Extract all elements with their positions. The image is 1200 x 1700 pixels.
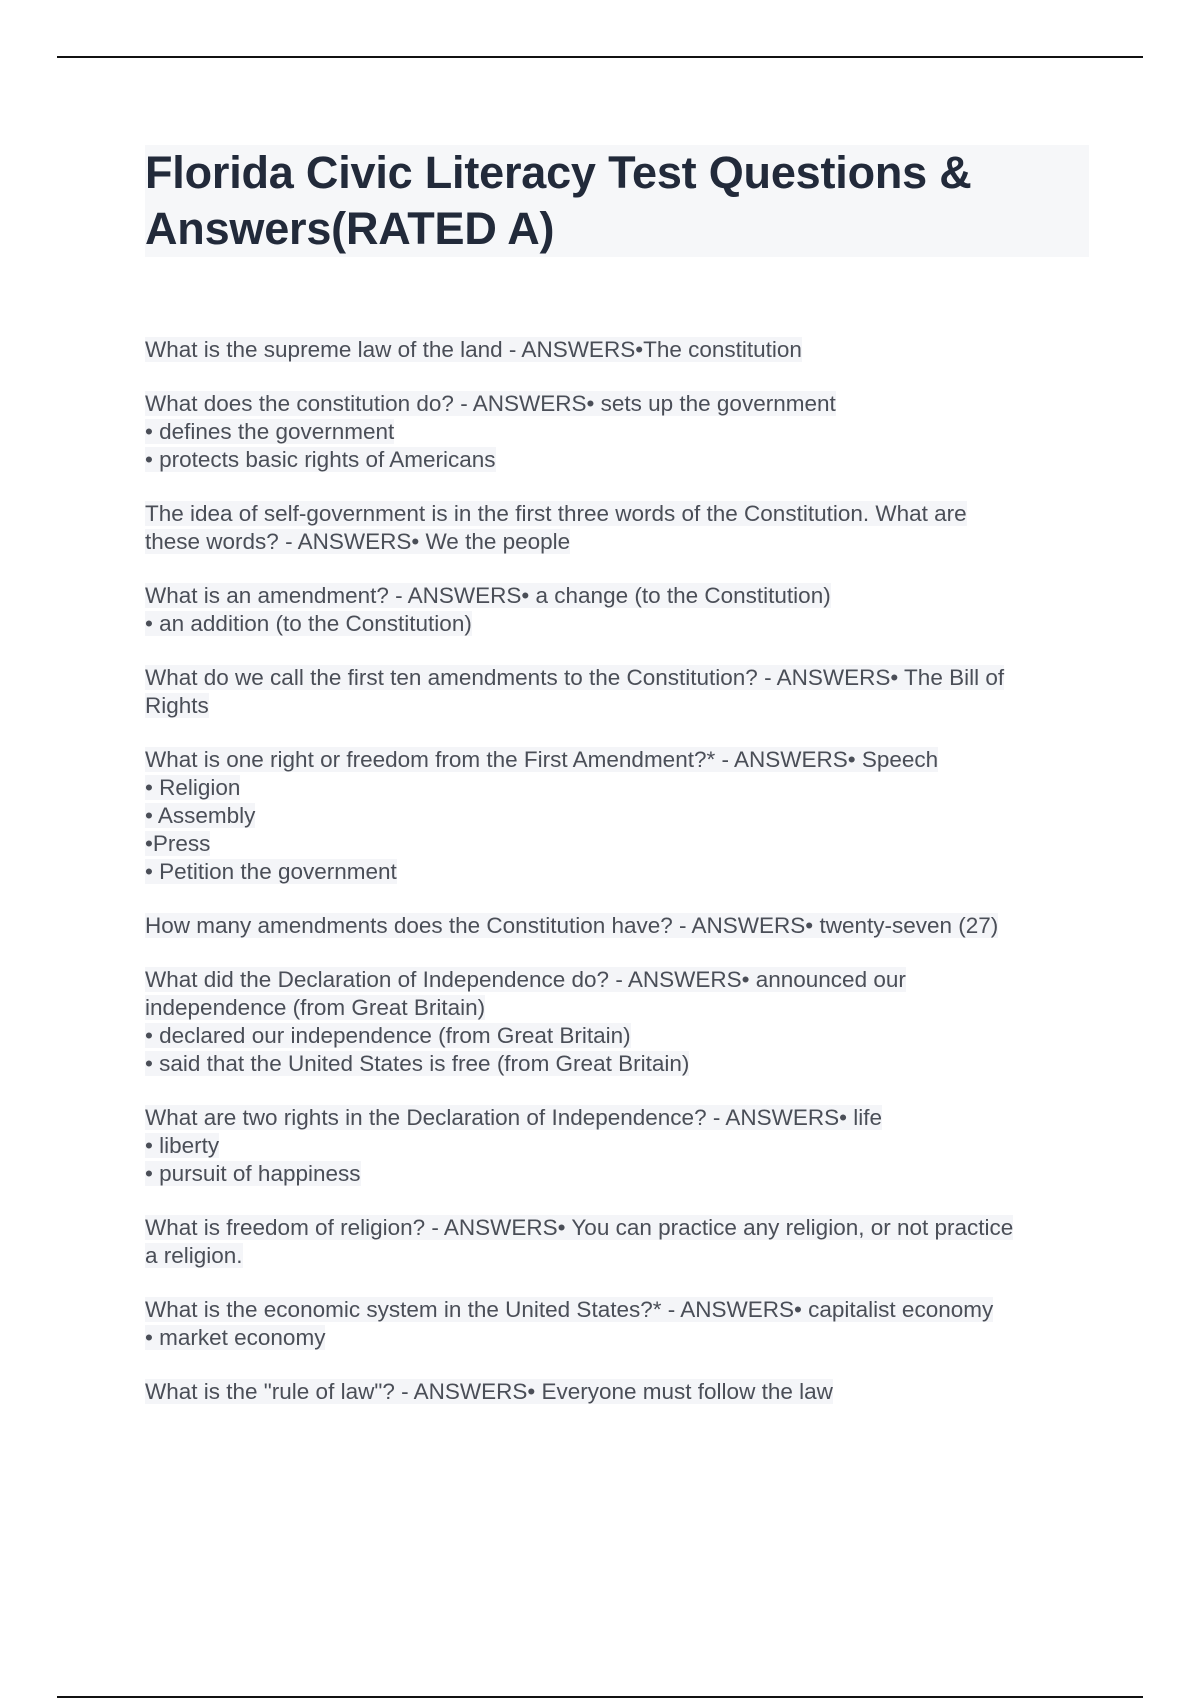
qa-line: •Press <box>145 831 211 856</box>
page-title <box>145 145 972 257</box>
qa-line: • Petition the government <box>145 859 397 884</box>
qa-line: • protects basic rights of Americans <box>145 447 496 472</box>
qa-item-first-amendment <box>145 746 1095 886</box>
qa-item-freedom-of-religion <box>145 1214 1095 1270</box>
footer-rule <box>57 1696 1143 1698</box>
qa-line: • an addition (to the Constitution) <box>145 611 472 636</box>
qa-line: What does the constitution do? - ANSWERS• sets up the government <box>145 391 836 416</box>
qa-item-self-government <box>145 500 1095 556</box>
qa-line: What is the economic system in the United States?* - ANSWERS• capitalist economy <box>145 1297 994 1322</box>
qa-item-constitution-purpose <box>145 390 1095 474</box>
qa-item-declaration-rights <box>145 1104 1095 1188</box>
qa-line: • defines the government <box>145 419 395 444</box>
qa-line: Rights <box>145 693 209 718</box>
qa-line: What is one right or freedom from the First Amendment?* - ANSWERS• Speech <box>145 747 939 772</box>
qa-line: • pursuit of happiness <box>145 1161 361 1186</box>
qa-line: a religion. <box>145 1243 243 1268</box>
qa-line: What do we call the first ten amendments to the Constitution? - ANSWERS• The Bill of <box>145 665 1005 690</box>
qa-item-bill-of-rights <box>145 664 1095 720</box>
qa-item-declaration <box>145 966 1095 1078</box>
qa-line: • market economy <box>145 1325 326 1350</box>
title-line-1: Florida Civic Literacy Test Questions & <box>145 147 972 198</box>
qa-item-amendment <box>145 582 1095 638</box>
qa-line: What is the "rule of law"? - ANSWERS• Everyone must follow the law <box>145 1379 833 1404</box>
title-line-2: Answers(RATED A) <box>145 203 555 254</box>
qa-item-supreme-law <box>145 336 1095 364</box>
qa-item-economic-system <box>145 1296 1095 1352</box>
qa-line: independence (from Great Britain) <box>145 995 486 1020</box>
qa-line: The idea of self-government is in the first three words of the Constitution. What are <box>145 501 967 526</box>
qa-item-amendment-count <box>145 912 1095 940</box>
qa-line: What is freedom of religion? - ANSWERS• You can practice any religion, or not practice <box>145 1215 1014 1240</box>
qa-line: What did the Declaration of Independence do? - ANSWERS• announced our <box>145 967 906 992</box>
qa-line: How many amendments does the Constitution have? - ANSWERS• twenty-seven (27) <box>145 913 999 938</box>
qa-list <box>145 336 1095 1432</box>
qa-line: What is an amendment? - ANSWERS• a change (to the Constitution) <box>145 583 831 608</box>
qa-line: • Assembly <box>145 803 256 828</box>
qa-line: • liberty <box>145 1133 220 1158</box>
qa-line: • declared our independence (from Great Britain) <box>145 1023 631 1048</box>
qa-line: these words? - ANSWERS• We the people <box>145 529 571 554</box>
qa-line: What are two rights in the Declaration of Independence? - ANSWERS• life <box>145 1105 882 1130</box>
qa-line: • Religion <box>145 775 241 800</box>
qa-line: • said that the United States is free (from Great Britain) <box>145 1051 690 1076</box>
qa-line: What is the supreme law of the land - ANSWERS•The constitution <box>145 337 802 362</box>
header-rule <box>57 56 1143 58</box>
qa-item-rule-of-law <box>145 1378 1095 1406</box>
title-block <box>145 145 1089 257</box>
